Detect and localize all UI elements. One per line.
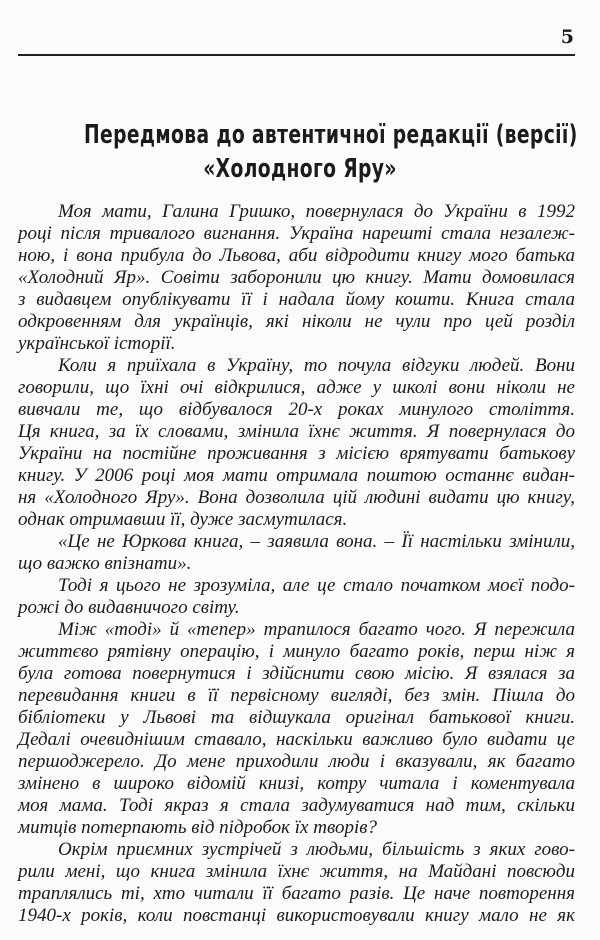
text-line: траплялись ті, хто читали її багато разів. Це наче повторення [18,883,575,904]
text-line: перевидання книги в її первісному вигляді, без змін. Пішла до [18,685,575,706]
paragraph [18,201,575,355]
text-line: Між «тоді» й «тепер» трапилося багато чого. Я пережила [58,619,575,640]
text-line: «Холодний Яр». Совіти заборонили цю книгу. Мати домовилася [18,267,575,288]
text-line: бібліотеки у Львові та відшукала оригінал батькової книги. [18,707,575,728]
text-line: що важко впізнати». [18,553,192,574]
text-line: говорили, що їхні очі відкрилися, адже у школі вони ніколи не [18,377,575,398]
body-text [18,201,575,927]
text-line: 1940-х років, коли повстанці використовували книгу мало не як [18,905,575,926]
paragraph [18,355,575,531]
text-line: ною, і вона прибула до Львова, аби відродити книгу мого батька [18,245,575,266]
text-line: була готова повернутися і здійснити свою місію. Я взялася за [18,663,575,684]
chapter-title-line-2: «Холодного Яру» [203,154,397,184]
page-number: 5 [560,26,574,48]
text-line: української історії. [18,333,176,354]
text-line: році після тривалого вигнання. Україна нарешті стала незалеж- [18,223,575,244]
paragraph [18,839,575,927]
paragraph [18,575,575,619]
text-line: однак отримавши її, дуже засмутилася. [18,509,348,530]
text-line: одкровенням для українців, які ніколи не чули про цей розділ [18,311,575,332]
text-line: з видавцем опублікувати її і надала йому кошти. Книга стала [18,289,575,310]
text-line: України на постійне проживання з місією врятувати батькову [18,443,575,464]
text-line: митців потерпають від підробок їх творів? [18,817,377,838]
text-line: Моя мати, Галина Гришко, повернулася до України в 1992 [58,201,575,222]
text-line: першоджерело. До мене приходили люди і вказували, як багато [18,751,575,772]
paragraph [18,531,575,575]
text-line: моя мама. Тоді якраз я стала задумуватися над тим, скільки [18,795,575,816]
text-line: Коли я приїхала в Україну, то почула відгуки людей. Вони [58,355,575,376]
text-line: вивчали те, що відбувалося 20-х роках минулого століття. [18,399,575,420]
text-line: Дедалі очевиднішим ставало, наскільки важливо було видати це [18,729,575,750]
text-line: книгу. У 2006 році моя мати отримала поштою останнє видан- [18,465,575,486]
chapter-title-line-1: Передмова до автентичної редакції (версії) [83,120,578,150]
paragraph [18,619,575,839]
text-line: ня «Холодного Яру». Вона дозволила цій людині видати цю книгу, [18,487,575,508]
text-line: змінено в широко відомій книзі, котру читала і коментувала [18,773,575,794]
text-line: «Це не Юркова книга, – заявила вона. – Її настільки змінили, [58,531,575,552]
chapter-title [0,118,600,186]
header-rule [18,54,575,56]
text-line: Окрім приємних зустрічей з людьми, більшість з яких гово- [58,839,575,860]
text-line: рили мені, що книга змінила їхнє життя, на Майдані повсюди [18,861,575,882]
text-line: Тоді я цього не зрозуміла, але це стало початком моєї подо- [58,575,575,596]
text-line: рожі до видавничого світу. [18,597,240,618]
text-line: життєво рятівну операцію, і минуло багато років, перш ніж я [18,641,575,662]
text-line: Ця книга, за їх словами, змінила їхнє життя. Я повернулася до [18,421,575,442]
